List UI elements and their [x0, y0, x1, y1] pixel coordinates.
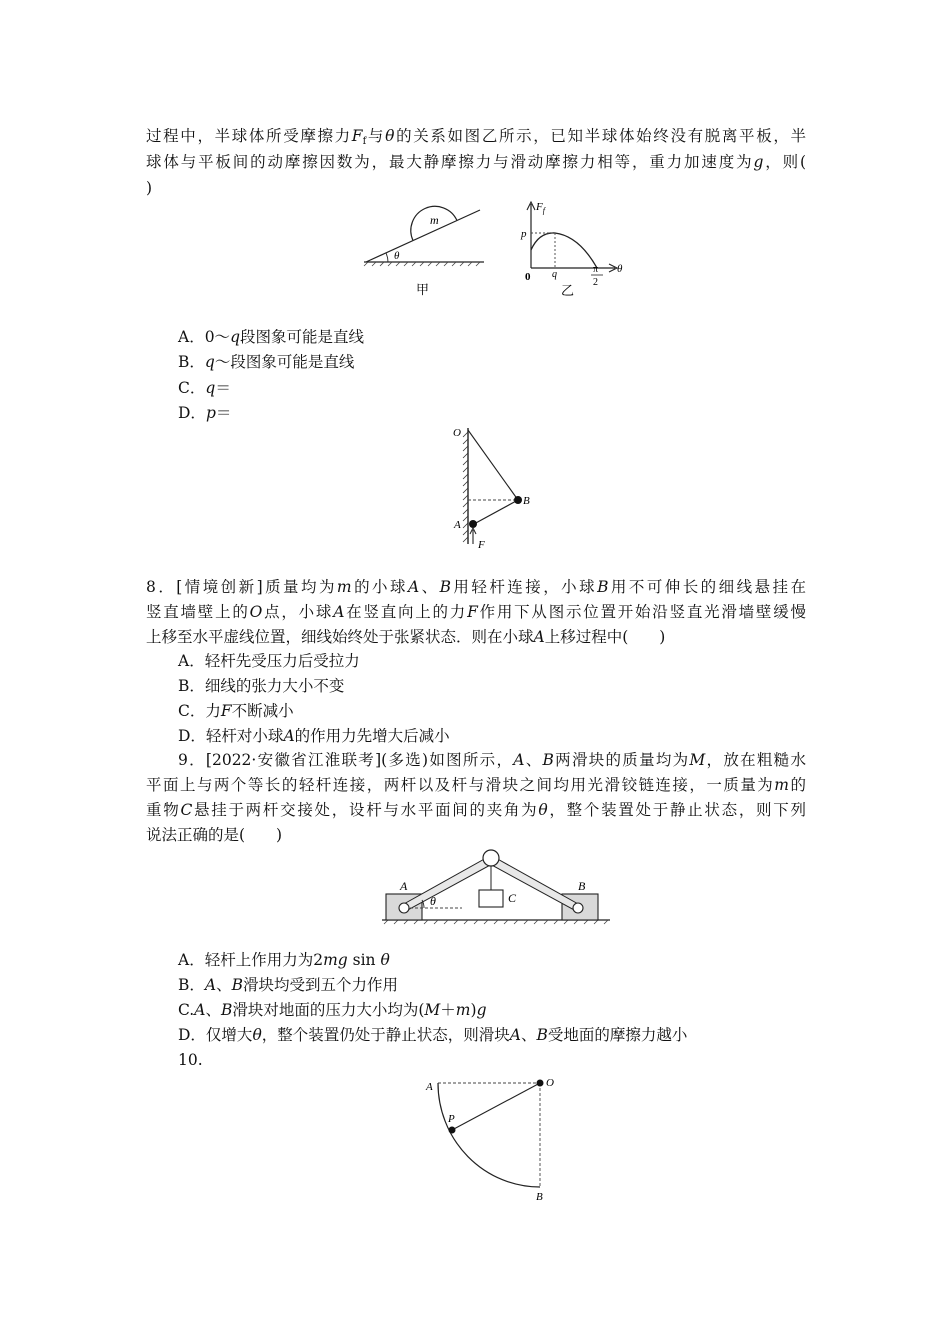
figure-jia [360, 200, 490, 300]
arc-label-b: B [536, 1191, 543, 1203]
figure-wall [448, 424, 548, 554]
figure-arc [420, 1072, 560, 1212]
q9-option-d: D．仅增大θ，整个装置仍处于静止状态，则滑块A、B受地面的摩擦力越小 [178, 1026, 688, 1044]
slider-label-theta: θ [430, 894, 436, 908]
yi-label-p: p [521, 228, 527, 240]
q7-option-d: D．p＝ [178, 404, 232, 422]
q8-line-1: 8．[情境创新]质量均为m的小球A、B用轻杆连接，小球B用不可伸长的细线悬挂在 [146, 578, 806, 596]
intro-line-1: 过程中，半球体所受摩擦力$F_f$与θ的关系如图乙所示，已知半球体始终没有脱离平板，半 [146, 127, 806, 147]
slider-label-c: C [508, 891, 517, 905]
q7-option-a: A．0～q段图象可能是直线 [178, 328, 365, 346]
q9-line-3: 重物C悬挂于两杆交接处，设杆与水平面间的夹角为θ，整个装置处于静止状态，则下列 [146, 801, 806, 819]
slider-label-a: A [400, 879, 408, 893]
yi-origin: 0 [525, 271, 531, 283]
q8-line-3: 上移至水平虚线位置，细线始终处于张紧状态．则在小球A上移过程中( ) [146, 628, 666, 646]
wall-label-f: F [478, 539, 485, 551]
yi-label-q: q [552, 269, 557, 280]
q9-option-a: A．轻杆上作用力为2mg sin θ [178, 951, 390, 969]
wall-label-b: B [523, 495, 530, 507]
figure-yi [515, 200, 625, 300]
arc-label-a: A [426, 1081, 433, 1093]
q8-option-a: A．轻杆先受压力后受拉力 [178, 652, 360, 670]
yi-caption: 乙 [561, 283, 575, 298]
wall-label-a: A [454, 519, 461, 531]
jia-label-m: m [430, 213, 439, 227]
arc-label-o: O [546, 1077, 554, 1089]
q9-line-2: 平面上与两个等长的轻杆连接，两杆以及杆与滑块之间均用光滑铰链连接，一质量为m的 [146, 776, 806, 794]
q7-option-c: C．q＝ [178, 379, 231, 397]
q8-option-c: C．力F不断减小 [178, 702, 294, 720]
q9-line-1: 9．[2022·安徽省江淮联考](多选)如图所示，A、B两滑块的质量均为M，放在粗糙水 [178, 751, 806, 769]
figure-sliders [378, 848, 618, 928]
q8-line-2: 竖直墙壁上的O点，小球A在竖直向上的力F作用下从图示位置开始沿竖直光滑墙壁缓慢 [146, 603, 806, 621]
slider-label-b: B [578, 879, 586, 893]
yi-ylabel: $F_f$ [536, 201, 545, 215]
yi-pi: π [593, 264, 599, 275]
arc-label-p: P [448, 1113, 455, 1125]
intro-line-3: ) [146, 179, 153, 197]
q9-option-b: B．A、B滑块均受到五个力作用 [178, 976, 399, 994]
q7-option-b: B．q～段图象可能是直线 [178, 353, 355, 371]
wall-label-o: O [453, 427, 461, 439]
yi-xlabel: θ [617, 263, 623, 275]
yi-two: 2 [593, 277, 598, 288]
jia-label-theta: θ [394, 250, 400, 262]
q8-option-d: D．轻杆对小球A的作用力先增大后减小 [178, 727, 450, 745]
jia-caption: 甲 [416, 282, 430, 297]
q10-number: 10. [178, 1051, 203, 1069]
intro-line-2: 球体与平板间的动摩擦因数为，最大静摩擦力与滑动摩擦力相等，重力加速度为g，则( [146, 153, 806, 171]
q9-option-c: C.A、B滑块对地面的压力大小均为(M＋m)g [178, 1001, 487, 1019]
q8-option-b: B．细线的张力大小不变 [178, 677, 345, 695]
q9-line-4: 说法正确的是( ) [146, 826, 283, 844]
